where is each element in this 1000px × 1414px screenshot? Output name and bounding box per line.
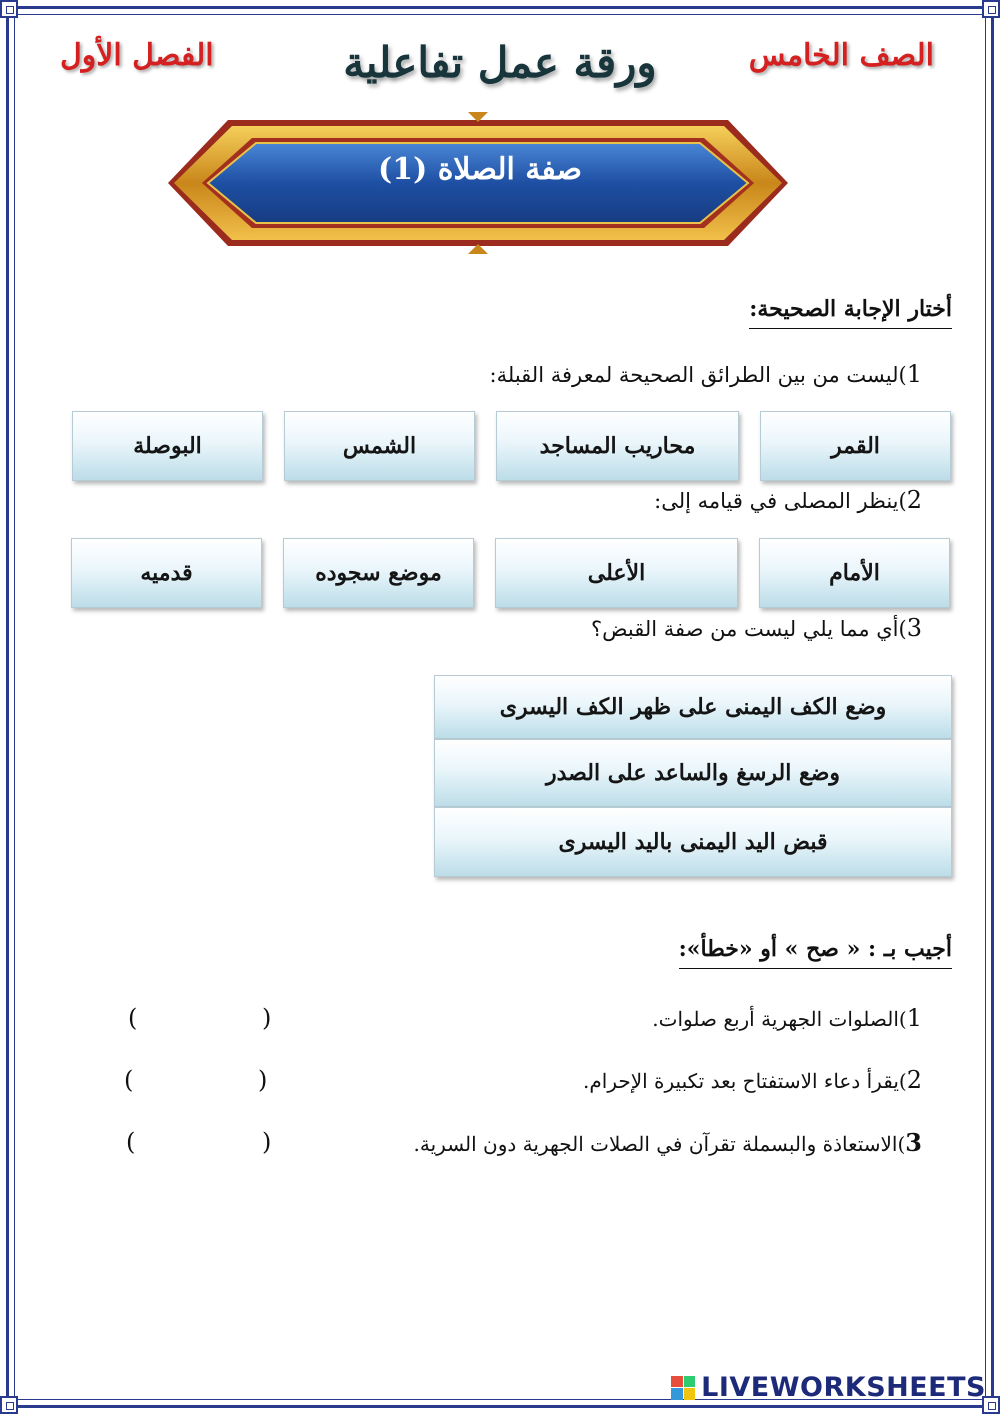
statement-text: الصلوات الجهرية أربع صلوات.: [652, 1007, 899, 1031]
statement-number: 2: [906, 1066, 922, 1094]
statement-text: الاستعاذة والبسملة تقرآن في الصلات الجهرية دون السرية.: [413, 1132, 898, 1156]
corner-ornament: [982, 0, 1000, 18]
liveworksheets-logo: [671, 1372, 986, 1403]
term-label: الفصل الأول: [60, 38, 214, 73]
answer-input[interactable]: [148, 1004, 256, 1036]
answer-option[interactable]: موضع سجوده: [283, 538, 474, 608]
statement-number: 3: [905, 1128, 922, 1157]
answer-paren-open: ): [262, 1004, 272, 1032]
answer-input[interactable]: [144, 1066, 252, 1098]
answer-paren-close: (: [126, 1128, 136, 1156]
brand-name: LIVEWORKSHEETS: [701, 1372, 986, 1403]
answer-paren-close: (: [124, 1066, 134, 1094]
answer-option[interactable]: البوصلة: [72, 411, 263, 481]
question-text: ليست من بين الطرائق الصحيحة لمعرفة القبلة:: [489, 363, 899, 387]
question-number: 2: [906, 486, 922, 514]
tf-statement-2: 2)يقرأ دعاء الاستفتاح بعد تكبيرة الإحرام.: [583, 1066, 922, 1094]
answer-option[interactable]: الأمام: [759, 538, 950, 608]
corner-ornament: [0, 1396, 18, 1414]
answer-paren-open: ): [258, 1066, 268, 1094]
answer-option[interactable]: وضع الرسغ والساعد على الصدر: [434, 739, 952, 807]
corner-ornament: [0, 0, 18, 18]
answer-paren-open: ): [262, 1128, 272, 1156]
answer-input[interactable]: [146, 1128, 254, 1160]
answer-option[interactable]: الشمس: [284, 411, 475, 481]
grade-label: الصف الخامس: [748, 38, 934, 73]
question-3: 3)أي مما يلي ليست من صفة القبض؟: [591, 614, 922, 642]
answer-option[interactable]: قبض اليد اليمنى باليد اليسرى: [434, 807, 952, 877]
question-1: 1)ليست من بين الطرائق الصحيحة لمعرفة القبلة:: [489, 360, 922, 388]
statement-number: 1: [906, 1004, 922, 1032]
answer-option[interactable]: محاريب المساجد: [496, 411, 739, 481]
tf-statement-1: 1)الصلوات الجهرية أربع صلوات.: [652, 1004, 922, 1032]
lesson-title: صفة الصلاة (1): [377, 152, 582, 187]
page-title: ورقة عمل تفاعلية: [343, 38, 657, 87]
tf-statement-3: 3)الاستعاذة والبسملة تقرآن في الصلات الجهرية دون السرية.: [413, 1128, 922, 1157]
answer-option[interactable]: قدميه: [71, 538, 262, 608]
question-number: 1: [906, 360, 922, 388]
answer-option[interactable]: القمر: [760, 411, 951, 481]
question-text: ينظر المصلى في قيامه إلى:: [654, 489, 899, 513]
liveworksheets-logo-icon: [671, 1376, 695, 1400]
question-number: 3: [906, 614, 922, 642]
statement-text: يقرأ دعاء الاستفتاح بعد تكبيرة الإحرام.: [583, 1069, 899, 1093]
answer-option[interactable]: وضع الكف اليمنى على ظهر الكف اليسرى: [434, 675, 952, 739]
answer-paren-close: (: [128, 1004, 138, 1032]
true-false-heading: أجيب بـ : « صح » أو «خطأ»:: [679, 936, 952, 969]
mcq-heading: أختار الإجابة الصحيحة:: [749, 296, 952, 329]
answer-option[interactable]: الأعلى: [495, 538, 738, 608]
question-2: 2)ينظر المصلى في قيامه إلى:: [654, 486, 922, 514]
question-text: أي مما يلي ليست من صفة القبض؟: [591, 617, 899, 641]
